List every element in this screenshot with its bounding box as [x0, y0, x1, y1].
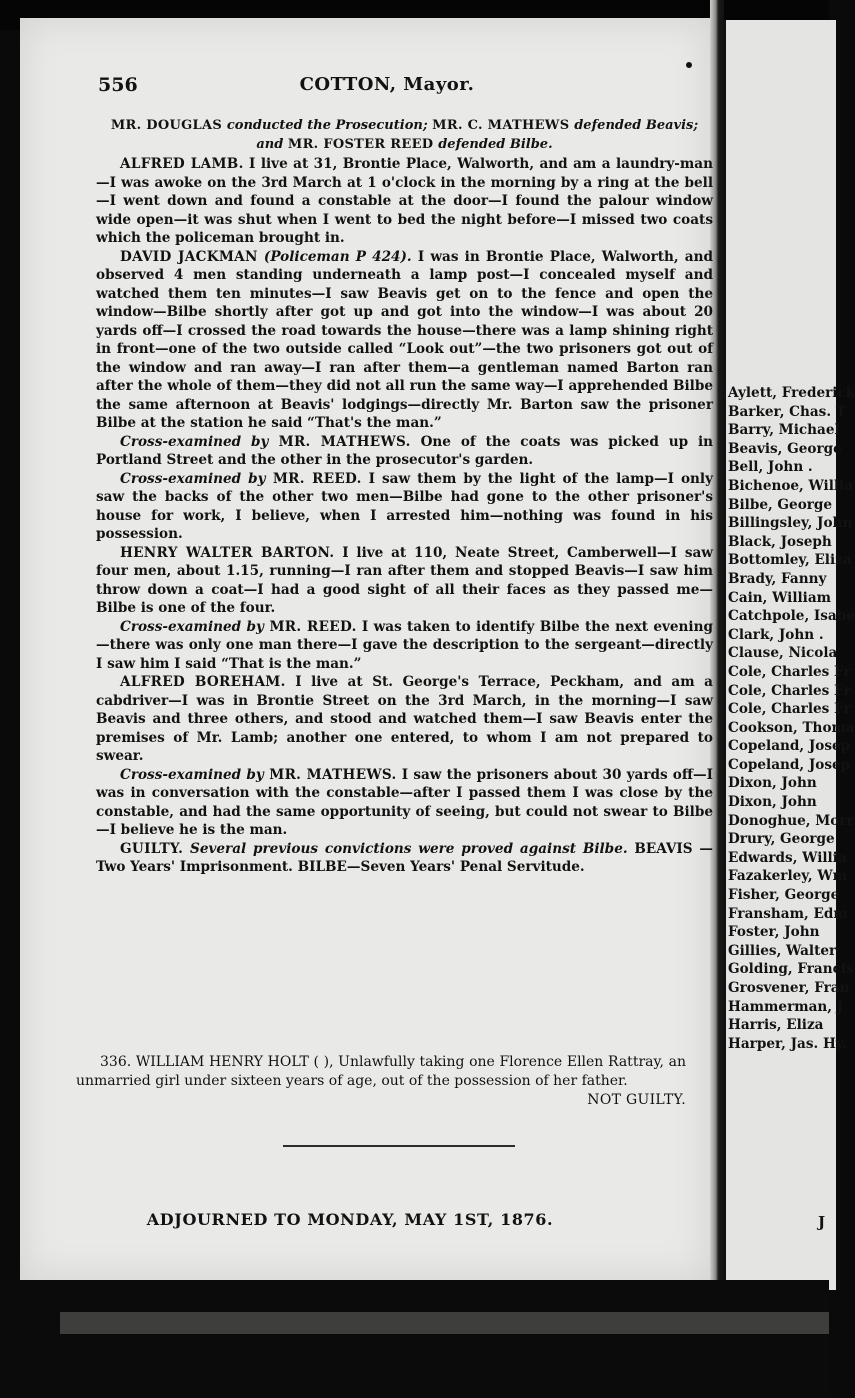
counsel-role: defended Beavis;: [574, 118, 699, 133]
index-entry: Aylett, Frederick: [728, 385, 855, 401]
index-entry: Black, Joseph: [728, 533, 832, 550]
counsel-name: MR. C. MATHEWS: [432, 118, 575, 133]
index-entry: Foster, John: [728, 924, 820, 941]
index-entry: Copeland, Josep: [728, 738, 851, 755]
witness-name: HENRY WALTER BARTON.: [120, 544, 335, 561]
index-entry: Cookson, Thoma: [728, 719, 855, 736]
index-entry: Hammerman, J: [728, 998, 844, 1015]
page-edge: [60, 1312, 829, 1334]
counsel-line: [96, 117, 713, 154]
counsel-role: defended Bilbe.: [438, 136, 553, 152]
index-entry: Bilbe, George: [728, 496, 833, 513]
index-entry: Harper, Jas. Hy.: [728, 1035, 847, 1052]
cross-examination: [96, 470, 713, 544]
testimony-text: One of the coats was picked up in Portland Street and the other in the prosecutor's garden.: [96, 433, 714, 468]
index-entry: Beavis, George: [728, 440, 842, 457]
testimony-paragraph: [96, 544, 713, 618]
witness-name: DAVID JACKMAN: [120, 248, 258, 265]
sentence-bilbe: BILBE—Seven Years' Penal Servitude.: [292, 859, 585, 875]
index-entry: Clark, John .: [728, 626, 824, 643]
testimony-text: I was taken to identify Bilbe the next evening—there was only one man there—I gave the description to the sergeant—directly I saw him I said “That is the man.”: [96, 618, 713, 672]
right-page-index: [728, 384, 855, 1053]
index-entry: Bichenoe, Willia: [728, 477, 854, 494]
cross-examination: [96, 618, 713, 674]
index-entry: Bottomley, Eliza: [728, 552, 852, 569]
verdict-note: Several previous convictions were proved against Bilbe.: [183, 840, 628, 857]
counsel-name: MR. DOUGLAS: [110, 118, 227, 133]
right-page-footer: J: [818, 1213, 826, 1231]
testimony-text: I was in Brontie Place, Walworth, and observed 4 men standing underneath a lamp post—I concealed myself and watched them ten minutes—I saw Beavis get on to the fence and open the window—Bilbe shortly after got up and got into the window—I was about 20 yards off—I crossed the road towards the house—there was a lamp shining right in front—one of the two outside called “Look out”—the two prisoners got out of the window and ran away—I ran after them—a gentleman named Barton ran after the whole of them—they did not all run the same way—I apprehended Bilbe the same afternoon at Beavis' lodgings—directly Mr. Barton saw the prisoner Bilbe at the station he said “That's the man.”: [96, 248, 713, 431]
index-entry: Clause, Nicola: [728, 645, 838, 662]
witness-note: (Policeman P 424).: [257, 248, 412, 265]
index-entry: Catchpole, Isabe: [728, 608, 855, 625]
testimony-paragraph: [96, 155, 713, 248]
index-entry: Edwards, Willia: [728, 849, 847, 866]
testimony-text: I saw the prisoners about 30 yards off—I was in conversation with the constable—after I passed them I was close by the constable, and had the same opportunity of seeing, but could not swear to Bilbe—I believe he is the man.: [96, 766, 713, 838]
testimony-text: I live at 31, Brontie Place, Walworth, and am a laundry-man—I was awoke on the 3rd March at 1 o'clock in the morning by a ring at the bell—I went down and found a constable at the door—I found the palour window wide open—it was shut when I went to bed the night before—I missed two coats which the policeman brought in.: [96, 156, 713, 246]
running-head: COTTON, Mayor.: [299, 74, 475, 95]
index-entry: Cain, William: [728, 589, 832, 606]
trial-text: [96, 117, 713, 877]
verdict-paragraph: [96, 840, 713, 877]
index-entry: Barry, Michael: [728, 422, 840, 439]
counsel-name: MR. FOSTER REED: [287, 136, 439, 152]
index-entry: Grosvener, Fran: [728, 980, 850, 996]
index-entry: Harris, Eliza: [728, 1017, 824, 1034]
counsel-role: and: [256, 136, 288, 152]
index-entry: Fransham, Edm: [728, 905, 848, 922]
index-entry: Dixon, John: [728, 775, 817, 792]
counsel-name: MR. REED.: [265, 470, 362, 487]
cross-examination: [96, 433, 713, 470]
testimony-text: I saw them by the light of the lamp—I only saw the backs of the other two men—Bilbe had gone to the other prisoner's house for work, I believe, when I arrested him—nothing was found in his possession.: [96, 470, 713, 542]
cross-label: Cross-examined by: [120, 470, 266, 487]
testimony-paragraph: [96, 673, 713, 766]
counsel-name: MR. REED.: [263, 618, 357, 635]
cross-label: Cross-examined by: [120, 766, 264, 783]
counsel-name: MR. MATHEWS.: [268, 433, 411, 450]
case-336-verdict: NOT GUILTY.: [587, 1092, 686, 1108]
sentence-beavis: BEAVIS —Two Years' Imprisonment.: [96, 840, 713, 875]
index-entry: Cole, Charles Fr: [728, 663, 851, 680]
verdict-label: GUILTY.: [120, 840, 184, 857]
adjournment-line: ADJOURNED TO MONDAY, MAY 1ST, 1876.: [146, 1210, 554, 1229]
index-entry: Fisher, George: [728, 887, 840, 904]
index-entry: Billingsley, John: [728, 515, 853, 532]
case-336-text: 336. WILLIAM HENRY HOLT ( ), Unlawfully taking one Florence Ellen Rattray, an unmarried girl under sixteen years of age, out of the possession of her father.: [76, 1054, 686, 1089]
case-336: [76, 1053, 686, 1110]
cross-label: Cross-examined by: [120, 618, 264, 635]
witness-name: ALFRED BOREHAM.: [120, 674, 286, 690]
page-header: [76, 74, 698, 104]
index-entry: Dixon, John: [728, 794, 817, 811]
index-entry: Drury, George: [728, 831, 835, 848]
counsel-role: conducted the Prosecution;: [226, 118, 433, 133]
counsel-name: MR. MATHEWS.: [263, 766, 397, 783]
section-divider: [283, 1145, 515, 1147]
testimony-text: I live at St. George's Terrace, Peckham, and am a cabdriver—I was in Brontie Street on the 3rd March, in the morning—I saw Beavis and three others, and stood and watched them—I saw Beavis enter the premises of Mr. Lamb; another one entered, to whom I am not prepared to swear.: [96, 674, 713, 764]
index-entry: Copeland, Josep: [728, 756, 851, 773]
cross-label: Cross-examined by: [120, 433, 269, 450]
scan-border-bottom: [0, 1280, 829, 1398]
index-entry: Brady, Fanny: [728, 570, 827, 587]
index-entry: Golding, Francis: [728, 961, 854, 978]
index-entry: Barker, Chas. T: [728, 403, 846, 420]
witness-name: ALFRED LAMB.: [120, 156, 244, 172]
index-entry: Cole, Charles Fr: [728, 701, 851, 718]
index-entry: Fazakerley, Wm: [728, 868, 847, 885]
page-number: 556: [98, 74, 138, 96]
index-entry: Gillies, Walter: [728, 942, 837, 959]
testimony-text: I live at 110, Neate Street, Camberwell—I saw four men, about 1.15, running—I ran after them and stopped Beavis—I saw him throw down a coat—I had a good sight of all their faces as they passed me—Bilbe is one of the four.: [96, 544, 713, 616]
index-entry: Donoghue, Morr: [728, 812, 854, 829]
ink-spot: [686, 62, 692, 68]
testimony-paragraph: [96, 248, 713, 433]
index-entry: Cole, Charles Fr: [728, 682, 851, 699]
cross-examination: [96, 766, 713, 840]
index-entry: Bell, John .: [728, 459, 813, 476]
